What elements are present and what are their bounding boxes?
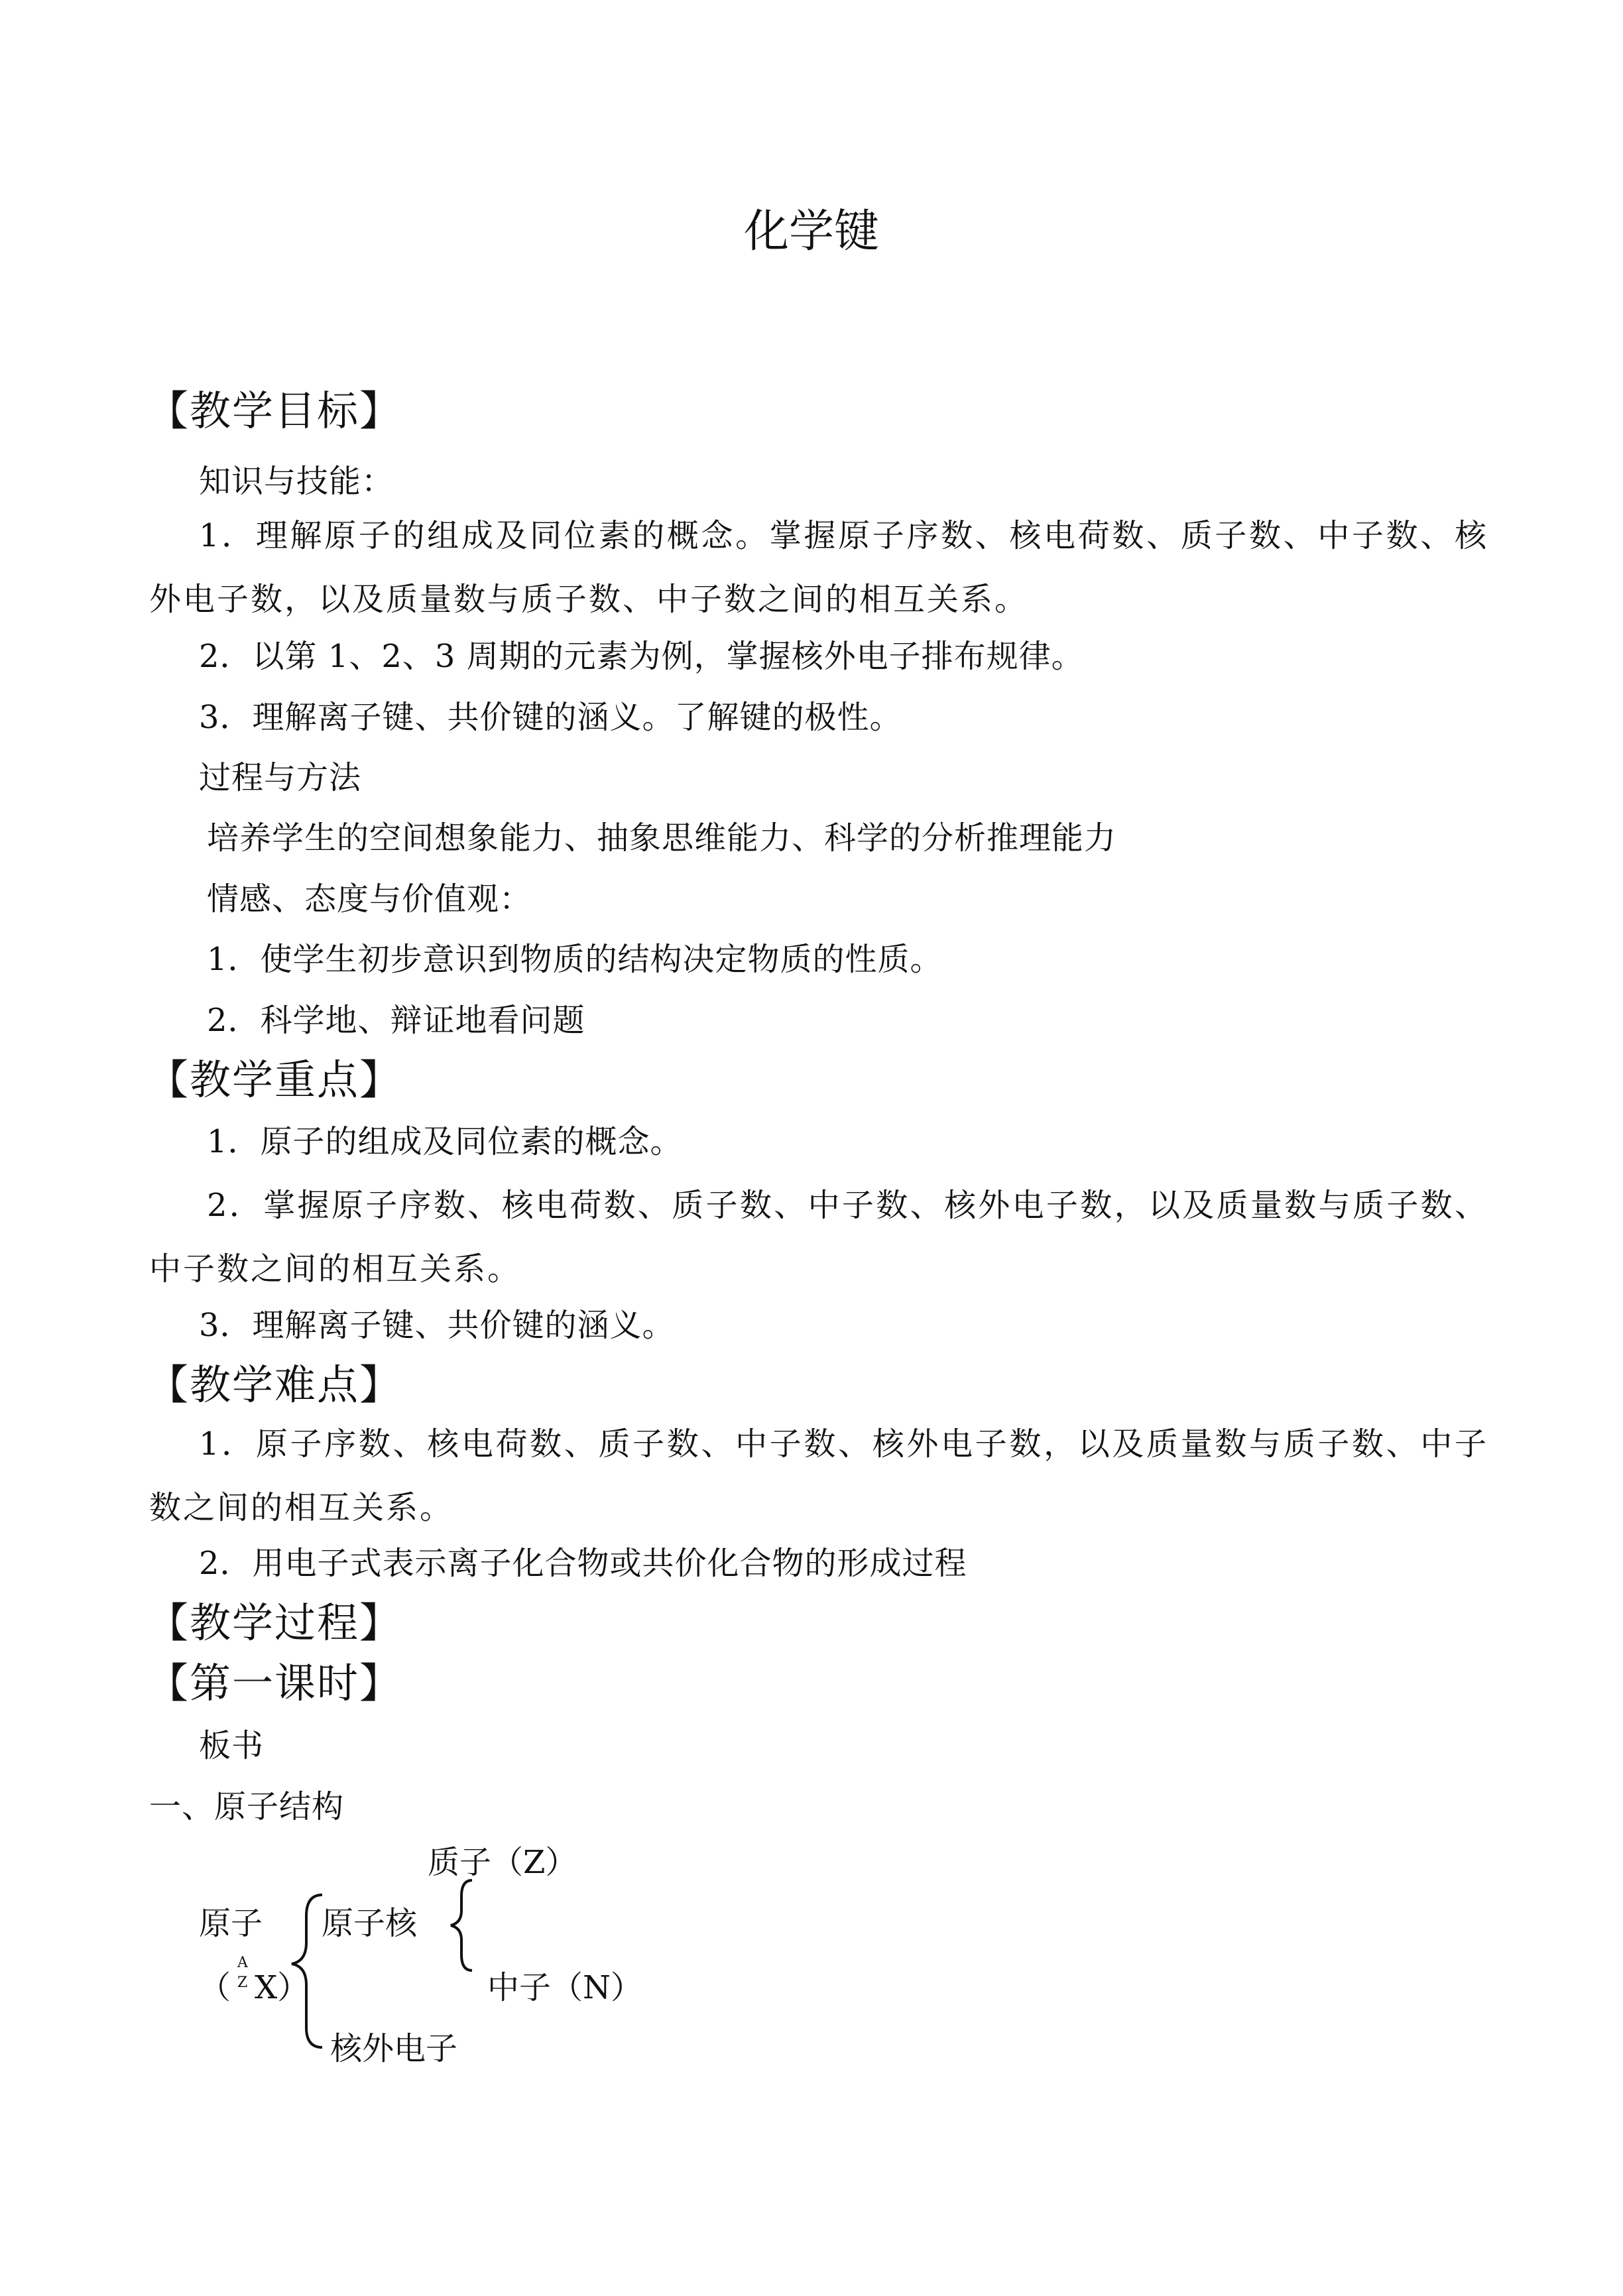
page-title: 化学键 — [743, 206, 879, 258]
section-atomic-structure: 一、原子结构 — [149, 1788, 345, 1825]
nucleus-brace — [451, 1880, 472, 1970]
lesson-1-heading: 【第一课时】 — [147, 1659, 402, 1707]
difficulties-heading: 【教学难点】 — [147, 1360, 402, 1409]
key-point-3: 3．理解离子键、共价键的涵义。 — [199, 1307, 675, 1344]
diagram-proton-label: 质子（Z） — [428, 1844, 577, 1881]
objectives-heading: 【教学目标】 — [147, 387, 402, 435]
key-points-heading: 【教学重点】 — [147, 1056, 402, 1104]
key-point-2: 2．掌握原子序数、核电荷数、质子数、中子数、核外电子数，以及质量数与质子数、中子数之间的相互关系。 — [149, 1187, 1488, 1288]
diagram-neutron-label: 中子（N） — [487, 1969, 643, 2006]
process-method-text: 培养学生的空间想象能力、抽象思维能力、科学的分析推理能力 — [207, 819, 1117, 857]
diagram-atom-label: 原子 — [199, 1905, 263, 1942]
difficulty-2: 2．用电子式表示离子化合物或共价化合物的形成过程 — [199, 1545, 967, 1582]
diagram-nucleus-label: 原子核 — [322, 1905, 418, 1942]
atom-brace — [292, 1895, 322, 2047]
difficulty-1: 1．原子序数、核电荷数、质子数、中子数、核外电子数，以及质量数与质子数、中子数之间的相互关系。 — [149, 1425, 1488, 1526]
diagram-electrons-label: 核外电子 — [330, 2030, 458, 2067]
knowledge-label: 知识与技能： — [199, 463, 394, 500]
diagram-element-symbol: X） — [255, 1969, 310, 2006]
emotion-label: 情感、态度与价值观： — [207, 880, 532, 918]
diagram-mass-number: A — [237, 1955, 248, 1971]
knowledge-item-2: 2．以第 1、2、3 周期的元素为例，掌握核外电子排布规律。 — [199, 638, 1084, 675]
knowledge-item-3: 3．理解离子键、共价键的涵义。了解键的极性。 — [199, 699, 902, 736]
knowledge-item-1: 1．理解原子的组成及同位素的概念。掌握原子序数、核电荷数、质子数、中子数、核外电子数，以及质量数与质子数、中子数之间的相互关系。 — [149, 517, 1488, 618]
board-label: 板书 — [199, 1727, 265, 1764]
emotion-item-2: 2．科学地、辩证地看问题 — [207, 1002, 585, 1039]
teaching-process-heading: 【教学过程】 — [147, 1599, 402, 1647]
key-point-1: 1．原子的组成及同位素的概念。 — [207, 1123, 683, 1160]
process-method-label: 过程与方法 — [199, 759, 362, 796]
diagram-atomic-number: Z — [237, 1974, 248, 1991]
diagram-symbol-open: （ — [199, 1969, 231, 2006]
emotion-item-1: 1．使学生初步意识到物质的结构决定物质的性质。 — [207, 941, 943, 978]
